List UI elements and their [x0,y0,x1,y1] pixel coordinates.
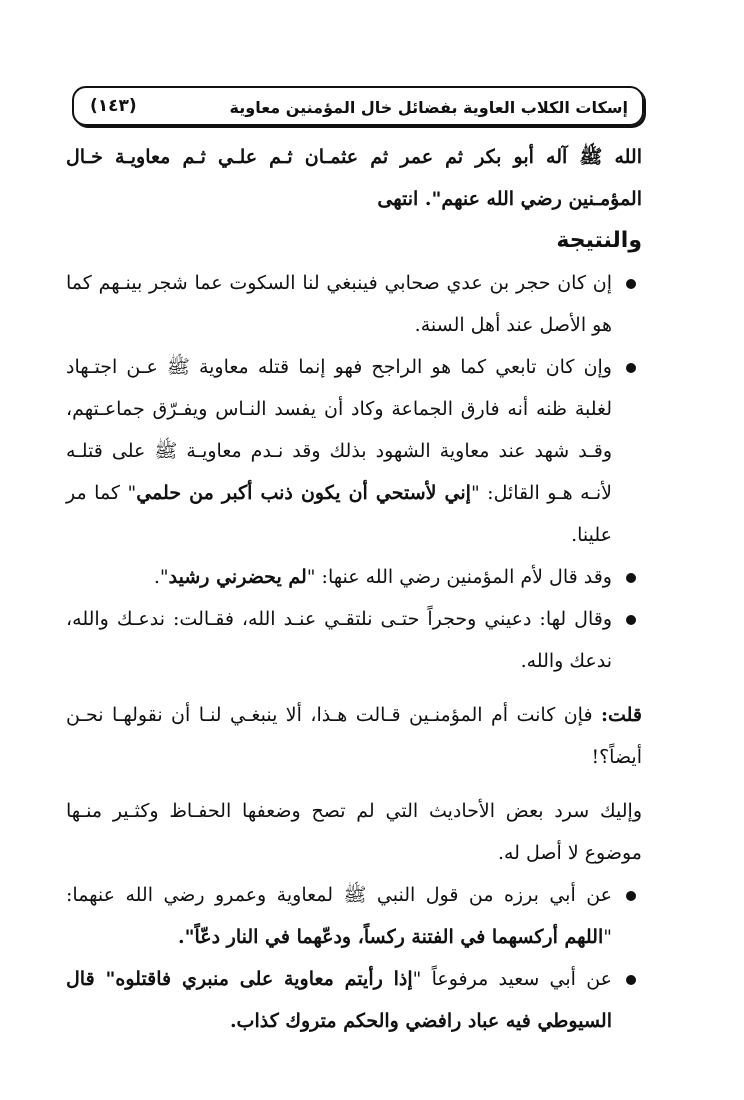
bullet-dot-icon [626,279,636,289]
bullet-text-end: ". [177,926,195,948]
bullet-quote: اللهم أركسهما في الفتنة ركساً، ودعّهما في النار دعّاً [194,926,604,948]
bullet-quote: لم يحضرني رشيد [168,566,307,588]
bullet-text-end: " كما مر علينا. [66,482,612,546]
bullet-item [66,346,642,556]
quote-line-1: الله ﷺ آله أبو بكر ثم عمر ثم عثمـان ثـم علـي ثـم معاويـة خـال المؤمـنين [66,146,642,210]
bullet-text: وقد قال لأم المؤمنين رضي الله عنها: " [306,566,612,588]
bullet-quote: إني لأستحي أن يكون ذنب أكبر من حلمي [136,482,471,504]
page-body [66,136,642,1042]
header-title: إسكات الكلاب العاوية بفضائل خال المؤمنين معاوية [229,98,628,117]
bullet-quote: إذا رأيتم معاوية على منبري فاقتلوه" قال السيوطي فيه عباد رافضي والحكم متروك كذاب. [66,968,612,1032]
bullet-text: عن أبي برزه من قول النبي ﷺ لمعاوية وعمرو رضي الله عنهما: " [66,884,612,948]
section-heading: والنتيجة [556,228,642,253]
intro-paragraph: وإليك سرد بعض الأحاديث التي لم تصح وضعفها الحفـاظ وكثـير منـها موضوع لا أصل له. [66,800,642,864]
bullet-item [66,874,642,958]
bullet-item [66,958,642,1042]
bullet-dot-icon [626,573,636,583]
qult-paragraph [66,694,642,778]
bullet-dot-icon [626,615,636,625]
bullet-text: وقال لها: دعيني وحجراً حتـى نلتقـي عنـد الله، فقـالت: ندعـك والله، ندعك والله. [66,608,612,672]
bullet-dot-icon [626,975,636,985]
bullet-text-end: ". [153,566,169,588]
bullet-item [66,262,642,346]
bullet-text: إن كان حجر بن عدي صحابي فينبغي لنا السكوت عما شجر بينـهم كما هو الأصل عند أهل السنة. [66,272,612,336]
bullet-text: عن أبي سعيد مرفوعاً " [412,968,612,990]
page-number: (١٤٣) [90,96,137,116]
bullet-item [66,598,642,682]
bullet-dot-icon [626,891,636,901]
bullet-text: وإن كان تابعي كما هو الراجح فهو إنما قتله معاوية ﷺ عـن اجتـهاد لغلبة ظنه أنه فارق الجماعة وكاد أن يفسد النـاس ويفـرّق جماعـتهم، وقـد شهد عند معاوية الشهود بذلك وقد نـدم معاويـة ﷺ على قتلـه لأنـه هـو القائل: " [66,356,612,504]
quote-continuation [66,136,642,220]
running-header [72,86,644,126]
bullet-item [66,556,642,598]
bullet-dot-icon [626,363,636,373]
quote-line-2: رضي الله عنهم". انتهى [377,188,562,210]
qult-text: فإن كانت أم المؤمنـين قـالت هـذا، ألا ينبغـي لنـا أن نقولهـا نحـن أيضاً؟! [66,704,642,768]
qult-label: قلت: [600,704,642,726]
